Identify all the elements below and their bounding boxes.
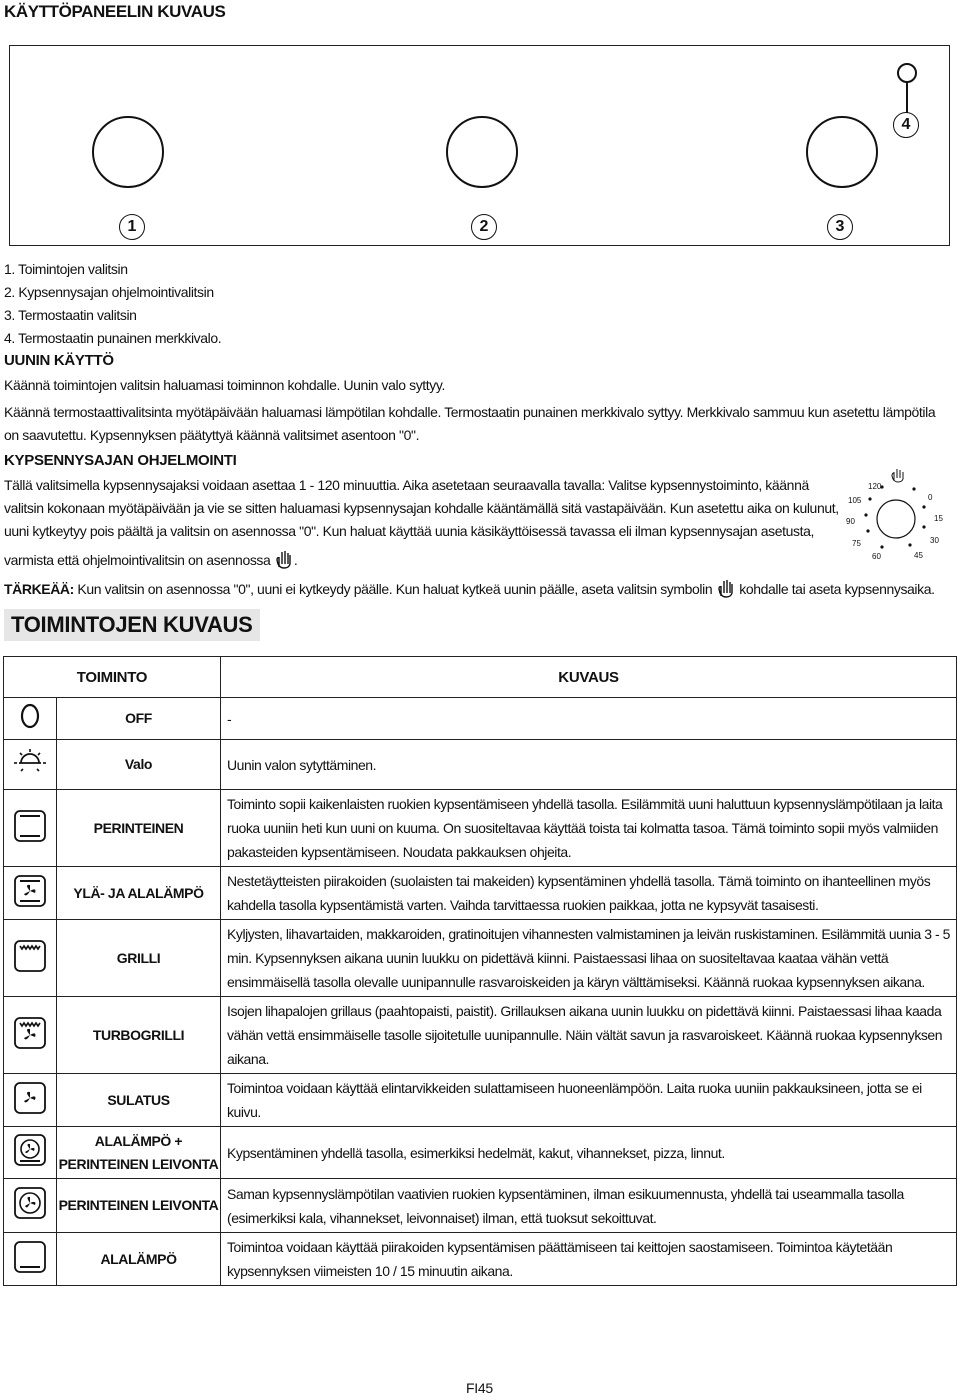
function-desc: Toimintoa voidaan käyttää piirakoiden kypsentämisen päättämiseen tai keittojen saostamiseen. Toimintoa käytetään kypsennyksen viimeisten 10 / 15 minuutin aikana. xyxy=(221,1233,957,1286)
function-name: OFF xyxy=(57,698,221,740)
function-name: YLÄ- JA ALALÄMPÖ xyxy=(57,867,221,920)
off-icon xyxy=(13,699,47,733)
col-header-function: TOIMINTO xyxy=(4,657,221,698)
bottom-fan-icon xyxy=(12,1132,48,1168)
table-row xyxy=(4,867,957,920)
dial-label: 75 xyxy=(852,539,861,548)
function-name: Valo xyxy=(57,740,221,790)
functions-heading: TOIMINTOJEN KUVAUS xyxy=(4,609,260,641)
table-row xyxy=(4,1233,957,1286)
legend-item-4: 4. Termostaatin punainen merkkivalo. xyxy=(4,330,222,346)
function-desc: Uunin valon sytyttäminen. xyxy=(221,740,957,790)
callout-4: 4 xyxy=(893,112,919,138)
function-desc: Saman kypsennyslämpötilan vaativien ruokien kypsentäminen, ilman esikuumennusta, yhdellä tai useammalla tasolla (esimerkiksi kala, vihannekset, leivonnaiset) ilman, että tuoksut sekoittuvat. xyxy=(221,1179,957,1233)
callout-2: 2 xyxy=(471,214,497,240)
table-row xyxy=(4,740,957,790)
function-desc: Toiminto sopii kaikenlaisten ruokien kypsentämiseen yhdellä tasolla. Esilämmitä uuni haluttuun kypsennyslämpötilaan ja laita ruoka uuniin heti kun uuni on kuuma. On suositeltavaa käyttää toista tai kolmatta tasoa. Tämä toiminto sopii myös valmiiden pakasteiden kypsentämiseen. Noudata pakkauksen ohjeita. xyxy=(221,790,957,867)
oven-use-line: on saavutettu. Kypsennyksen päätyttyä käännä valitsimet asentoon "0". xyxy=(4,427,420,443)
function-desc: Kypsentäminen yhdellä tasolla, esimerkiksi hedelmät, kakut, vihannekset, pizza, linnut. xyxy=(221,1127,957,1179)
table-row xyxy=(4,1127,957,1179)
table-row xyxy=(4,997,957,1074)
grill-icon xyxy=(12,938,48,974)
oven-use-line: Käännä toimintojen valitsin haluamasi toiminnon kohdalle. Uunin valo syttyy. xyxy=(4,377,445,393)
timer-line: valitsin kokonaan myötäpäivään ja vie se sitten haluamasi kypsennysajan kohdalle kääntämällä sitä vastapäivään. Kun asetettu aika on kulunut, xyxy=(4,500,839,516)
callout-3: 3 xyxy=(827,214,853,240)
dial-label: 45 xyxy=(914,551,923,560)
timer-line: varmista että ohjelmointivalitsin on asennossa . xyxy=(4,549,297,572)
function-desc: Toimintoa voidaan käyttää elintarvikkeiden sulattamiseen huoneenlämpöön. Laita ruoka uuniin pakkauksineen, jotta se ei kuivu. xyxy=(221,1074,957,1127)
function-name: SULATUS xyxy=(57,1074,221,1127)
turbogrill-icon xyxy=(12,1015,48,1051)
timer-dial-diagram xyxy=(842,467,950,567)
table-row xyxy=(4,790,957,867)
legend-item-1: 1. Toimintojen valitsin xyxy=(4,261,128,277)
table-row xyxy=(4,698,957,740)
important-note: TÄRKEÄÄ: Kun valitsin on asennossa "0", uuni ei kytkeydy päälle. Kun haluat kytkeä uunin päälle, aseta valitsin symbolin kohdalle tai aseta kypsennysaika. xyxy=(4,578,935,601)
timer-knob xyxy=(446,116,518,188)
timer-line: uuni kytkeytyy pois päältä ja valitsin on asennossa "0". Kun haluat käyttää uunia käsikäyttöisessä tavassa eli ilman kypsennysajan asetusta, xyxy=(4,523,814,539)
function-desc: Kyljysten, lihavartaiden, makkaroiden, gratinoitujen vihannesten valmistaminen ja leivän ruskistaminen. Esilämmitä uunia 3 - 5 min. Kypsennyksen aikana uunin luukku on pidettävä kiinni. Paistaessasi lihaa on suositeltavaa kaataa vähän vettä ensimmäisellä tasolla olevalle uunipannulle rasvaroiskeiden ja käryn välttämiseksi. Käännä ruokaa kypsennyksen aikana. xyxy=(221,920,957,997)
function-name: TURBOGRILLI xyxy=(57,997,221,1074)
light-icon xyxy=(11,743,49,781)
timer-line: Tällä valitsimella kypsennysajaksi voidaan asettaa 1 - 120 minuuttia. Aika asetetaan seuraavalla tavalla: Valitse kypsennystoiminto, käännä xyxy=(4,477,809,493)
table-row xyxy=(4,920,957,997)
table-row xyxy=(4,1179,957,1233)
oven-use-line: Käännä termostaattivalitsinta myötäpäivään haluamasi lämpötilan kohdalle. Termostaatin punainen merkkivalo syttyy. Merkkivalo sammuu kun asetettu lämpötila xyxy=(4,404,936,420)
function-knob xyxy=(92,116,164,188)
dial-label: 90 xyxy=(846,517,855,526)
dial-label: 60 xyxy=(872,552,881,561)
indicator-lamp xyxy=(897,63,917,83)
function-desc: Nestetäytteisten piirakoiden (suolaisten tai makeiden) kypsentäminen yhdellä tasolla. Tämä toiminto on ihanteellinen myös kahdella tasolla kypsentämistä varten. Vaihda tarvittaessa ruokien paikkaa, jotta ne kypsyvät tasaisesti. xyxy=(221,867,957,920)
col-header-description: KUVAUS xyxy=(221,657,957,698)
dial-label: 0 xyxy=(928,493,933,502)
function-desc: - xyxy=(221,698,957,740)
top-bottom-fan-icon xyxy=(12,873,48,909)
legend-item-2: 2. Kypsennysajan ohjelmointivalitsin xyxy=(4,284,214,300)
functions-table xyxy=(3,656,957,1286)
table-row xyxy=(4,1074,957,1127)
defrost-icon xyxy=(12,1080,48,1116)
function-desc: Isojen lihapalojen grillaus (paahtopaisti, paistit). Grillauksen aikana uunin luukku on pidettävä kiinni. Paistaessasi lihaa kaada vähän vettä ensimmäiselle tasolle sijoitetulle uunipannulle. Näin vältät savun ja rasvaroiskeet. Käännä ruokaa kypsennyksen aikana. xyxy=(221,997,957,1074)
bottom-heat-icon xyxy=(12,1239,48,1275)
conventional-icon xyxy=(12,808,48,844)
dial-label: 120 xyxy=(868,482,882,491)
callout-1: 1 xyxy=(119,214,145,240)
hand-icon xyxy=(716,578,736,598)
function-name: PERINTEINEN LEIVONTA xyxy=(57,1179,221,1233)
fan-circular-icon xyxy=(12,1185,48,1221)
control-panel-diagram xyxy=(9,45,950,246)
function-name: PERINTEINEN xyxy=(57,790,221,867)
dial-label: 15 xyxy=(934,514,943,523)
oven-use-heading: UUNIN KÄYTTÖ xyxy=(4,352,114,369)
function-name: ALALÄMPÖ xyxy=(57,1233,221,1286)
page-title: KÄYTTÖPANEELIN KUVAUS xyxy=(4,2,226,21)
timer-heading: KYPSENNYSAJAN OHJELMOINTI xyxy=(4,452,237,469)
legend-item-3: 3. Termostaatin valitsin xyxy=(4,307,137,323)
thermostat-knob xyxy=(806,116,878,188)
hand-icon xyxy=(274,549,294,569)
dial-label: 105 xyxy=(848,496,862,505)
dial-label: 30 xyxy=(930,536,939,545)
lamp-leader-line xyxy=(906,83,908,113)
page-number: FI45 xyxy=(466,1380,493,1396)
function-name: GRILLI xyxy=(57,920,221,997)
function-name: ALALÄMPÖ + PERINTEINEN LEIVONTA xyxy=(57,1127,221,1179)
